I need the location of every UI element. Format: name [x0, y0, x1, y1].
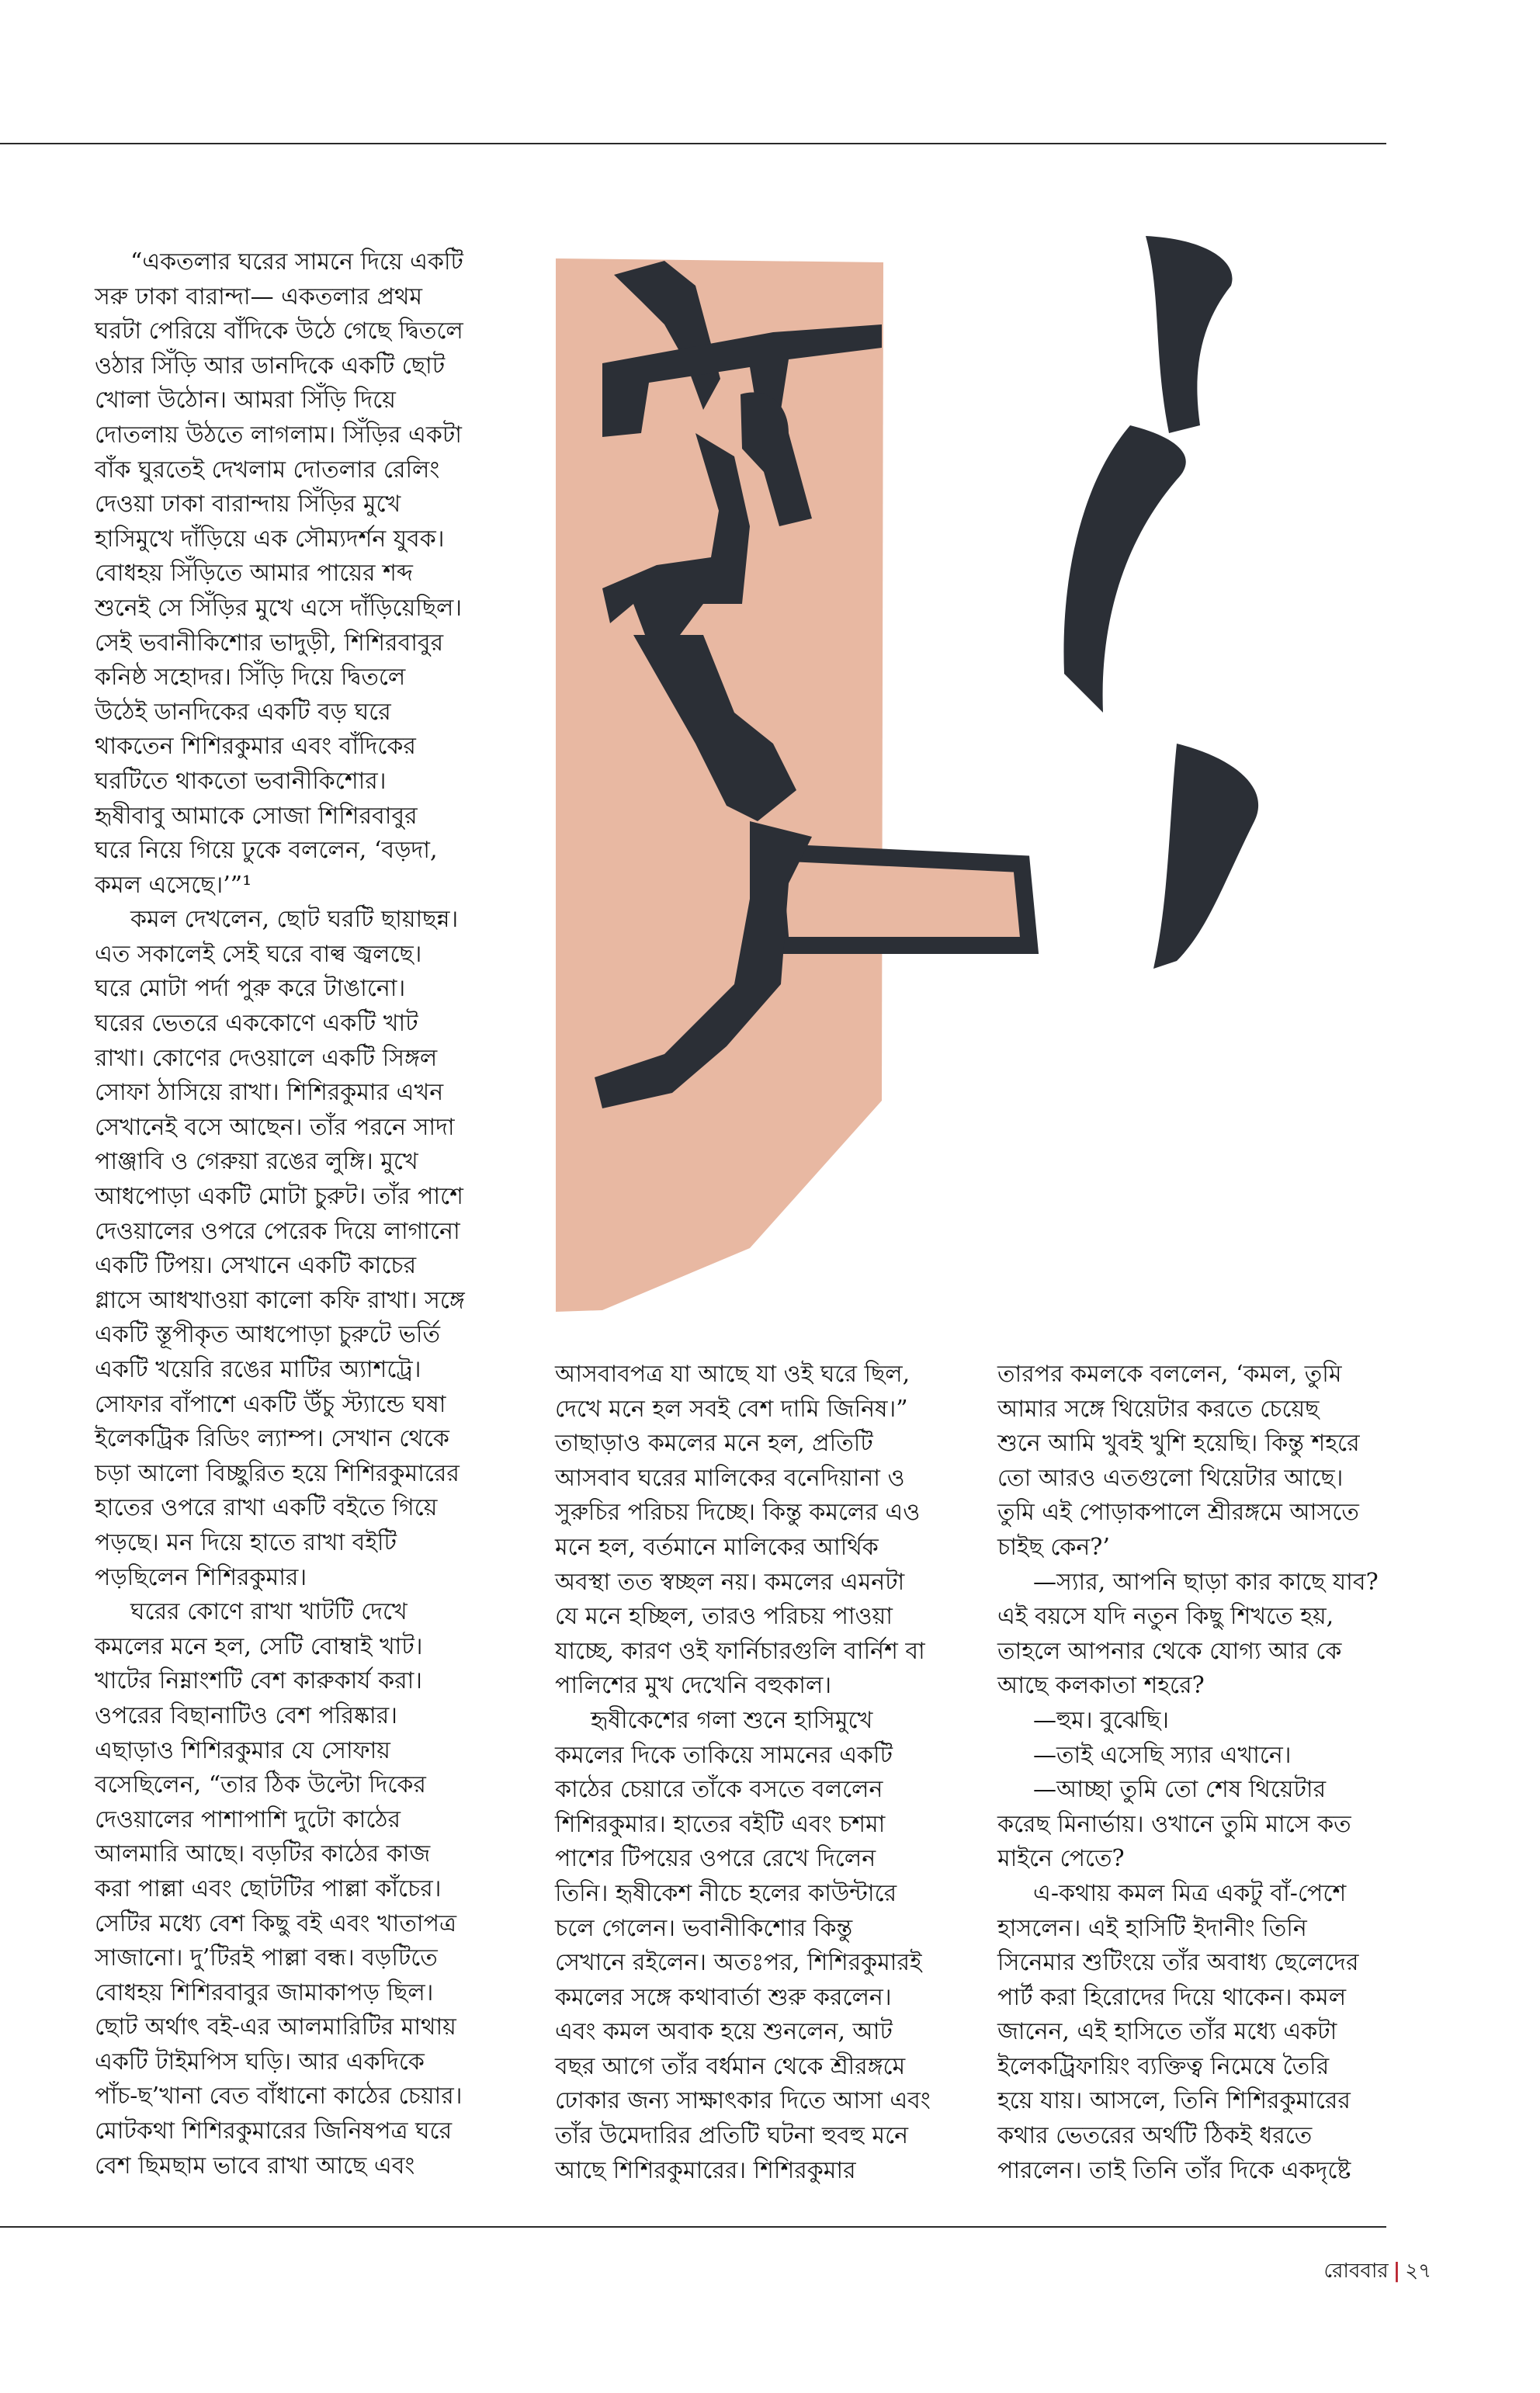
text-line: জানেন, এই হাসিতে তাঁর মধ্যে একটা	[997, 2018, 1337, 2046]
text-line: ঘরের কোণে রাখা খাটটি দেখে	[130, 1598, 408, 1626]
text-line: চাইছ কেন?’	[997, 1533, 1110, 1561]
text-line: এই বয়সে যদি নতুন কিছু শিখতে হয়,	[997, 1603, 1334, 1631]
text-line: একটি স্তূপীকৃত আধপোড়া চুরুটে ভর্তি	[95, 1321, 440, 1349]
text-line: শিশিরকুমার। হাতের বইটি এবং চশমা	[555, 1810, 886, 1838]
text-line: ইলেকট্রিফায়িং ব্যক্তিত্ব নিমেষে তৈরি	[997, 2052, 1330, 2080]
text-line: গ্লাসে আধখাওয়া কালো কফি রাখা। সঙ্গে	[95, 1286, 465, 1314]
text-line: —আচ্ছা তুমি তো শেষ থিয়েটার	[1033, 1776, 1327, 1804]
text-line: কমলের সঙ্গে কথাবার্তা শুরু করলেন।	[555, 1983, 892, 2011]
text-line: আসবাব ঘরের মালিকের বনেদিয়ানা ও	[555, 1464, 905, 1492]
text-line: ঢোকার জন্য সাক্ষাৎকার দিতে আসা এবং	[555, 2087, 931, 2115]
text-line: অবস্থা তত স্বচ্ছল নয়। কমলের এমনটা	[555, 1568, 905, 1596]
text-column-3	[997, 1358, 1432, 2188]
text-line: এছাড়াও শিশিরকুমার যে সোফায়	[95, 1736, 390, 1764]
text-line: আধপোড়া একটি মোটা চুরুট। তাঁর পাশে	[95, 1183, 463, 1211]
text-line: সেখানেই বসে আছেন। তাঁর পরনে সাদা	[95, 1113, 455, 1141]
text-line: মাইনে পেতে?	[997, 1845, 1125, 1873]
footer-separator: |	[1393, 2259, 1401, 2283]
top-rule	[0, 143, 1386, 144]
text-line: তারপর কমলকে বললেন, ‘কমল, তুমি	[997, 1361, 1342, 1388]
text-line: সোফা ঠাসিয়ে রাখা। শিশিরকুমার এখন	[95, 1079, 444, 1107]
text-line: ওঠার সিঁড়ি আর ডানদিকে একটি ছোট	[95, 352, 446, 380]
text-line: কমলের দিকে তাকিয়ে সামনের একটি	[555, 1741, 893, 1769]
text-line: উঠেই ডানদিকের একটি বড় ঘরে	[95, 698, 391, 726]
text-line: মোটকথা শিশিরকুমারের জিনিষপত্র ঘরে	[95, 2117, 453, 2145]
text-line: ঘরটিতে থাকতো ভবানীকিশোর।	[95, 767, 387, 795]
text-line: ঘরের ভেতরে এককোণে একটি খাট	[95, 1010, 418, 1038]
text-line: পড়ছে। মন দিয়ে হাতে রাখা বইটি	[95, 1528, 397, 1556]
text-line: পাশের টিপয়ের ওপরে রেখে দিলেন	[555, 1845, 876, 1873]
text-line: তাহলে আপনার থেকে যোগ্য আর কে	[997, 1637, 1342, 1665]
text-line: হাসিমুখে দাঁড়িয়ে এক সৌম্যদর্শন যুবক।	[95, 525, 445, 553]
bottom-rule	[0, 2226, 1386, 2228]
text-line: সুরুচির পরিচয় দিচ্ছে। কিন্তু কমলের এও	[555, 1499, 921, 1527]
text-line: বোধহয় শিশিরবাবুর জামাকাপড় ছিল।	[95, 1979, 434, 2006]
text-line: —হুম। বুঝেছি।	[1033, 1706, 1170, 1734]
text-line: খোলা উঠোন। আমরা সিঁড়ি দিয়ে	[95, 387, 396, 414]
text-line: সেই ভবানীকিশোর ভাদুড়ী, শিশিরবাবুর	[95, 629, 444, 657]
text-line: সেটির মধ্যে বেশ কিছু বই এবং খাতাপত্র	[95, 1909, 456, 1937]
text-line: কথার ভেতরের অর্থটি ঠিকই ধরতে	[997, 2122, 1313, 2150]
text-line: থাকতেন শিশিরকুমার এবং বাঁদিকের	[95, 733, 416, 761]
text-line: শুনেই সে সিঁড়ির মুখে এসে দাঁড়িয়েছিল।	[95, 594, 463, 622]
text-line: মনে হল, বর্তমানে মালিকের আর্থিক	[555, 1533, 879, 1561]
text-line: দেওয়ালের পাশাপাশি দুটো কাঠের	[95, 1805, 401, 1833]
text-line: কমল দেখলেন, ছোট ঘরটি ছায়াছন্ন।	[130, 906, 459, 934]
text-line: চড়া আলো বিচ্ছুরিত হয়ে শিশিরকুমারের	[95, 1459, 460, 1487]
cutout-smoke-3	[1153, 744, 1258, 969]
cutout-smoke-2	[1063, 425, 1185, 713]
text-line: দেওয়ালের ওপরে পেরেক দিয়ে লাগানো	[95, 1217, 460, 1245]
text-line: বাঁক ঘুরতেই দেখলাম দোতলার রেলিং	[95, 456, 440, 484]
text-line: দোতলায় উঠতে লাগলাম। সিঁড়ির একটা	[95, 421, 462, 449]
text-line: ঘরটা পেরিয়ে বাঁদিকে উঠে গেছে দ্বিতলে	[95, 317, 463, 345]
text-line: হয়ে যায়। আসলে, তিনি শিশিরকুমারের	[997, 2087, 1351, 2115]
text-line: পার্ট করা হিরোদের দিয়ে থাকেন। কমল	[997, 1983, 1347, 2011]
magazine-name: রোববার	[1323, 2259, 1389, 2283]
text-line: আমার সঙ্গে থিয়েটার করতে চেয়েছ	[997, 1395, 1320, 1423]
text-line: একটি টিপয়। সেখানে একটি কাচের	[95, 1252, 417, 1280]
text-line: বেশ ছিমছাম ভাবে রাখা আছে এবং	[95, 2152, 415, 2180]
text-line: খাটের নিম্নাংশটি বেশ কারুকার্য করা।	[95, 1667, 423, 1695]
text-line: একটি টাইমপিস ঘড়ি। আর একদিকে	[95, 2048, 425, 2076]
text-line: আসবাবপত্র যা আছে যা ওই ঘরে ছিল,	[555, 1361, 910, 1388]
text-line: বসেছিলেন, “তার ঠিক উল্টো দিকের	[95, 1771, 426, 1799]
text-line: সাজানো। দু’টিরই পাল্লা বন্ধ। বড়টিতে	[95, 1944, 438, 1972]
text-line: “একতলার ঘরের সামনে দিয়ে একটি	[130, 248, 463, 276]
text-line: পাঞ্জাবি ও গেরুয়া রঙের লুঙ্গি। মুখে	[95, 1148, 418, 1176]
text-line: বছর আগে তাঁর বর্ধমান থেকে শ্রীরঙ্গমে	[555, 2052, 906, 2080]
text-line: এত সকালেই সেই ঘরে বাল্ব জ্বলছে।	[95, 940, 422, 968]
text-line: —স্যার, আপনি ছাড়া কার কাছে যাব?	[1033, 1568, 1379, 1596]
text-line: যে মনে হচ্ছিল, তারও পরিচয় পাওয়া	[555, 1603, 893, 1631]
text-line: হৃষীকেশের গলা শুনে হাসিমুখে	[591, 1706, 873, 1734]
text-line: আছে কলকাতা শহরে?	[997, 1672, 1205, 1700]
text-line: তাঁর উমেদারির প্রতিটি ঘটনা হুবহু মনে	[555, 2122, 909, 2150]
text-line: হৃষীবাবু আমাকে সোজা শিশিরবাবুর	[95, 802, 418, 830]
text-line: রাখা। কোণের দেওয়ালে একটি সিঙ্গল	[95, 1044, 438, 1072]
text-line: ওপরের বিছানাটিও বেশ পরিষ্কার।	[95, 1701, 397, 1729]
text-line: তো আরও এতগুলো থিয়েটার আছে।	[997, 1464, 1344, 1492]
cutout-cigar	[773, 852, 1029, 945]
text-line: হাতের ওপরে রাখা একটি বইতে গিয়ে	[95, 1494, 438, 1522]
text-line: বোধহয় সিঁড়িতে আমার পায়ের শব্দ	[95, 560, 413, 588]
text-line: ছোট অর্থাৎ বই-এর আলমারিটির মাথায়	[95, 2013, 456, 2041]
page-footer	[1324, 2255, 1431, 2289]
text-line: কমল এসেছে।’”¹	[95, 871, 252, 899]
text-line: হাসলেন। এই হাসিটি ইদানীং তিনি	[997, 1914, 1307, 1942]
text-line: কাঠের চেয়ারে তাঁকে বসতে বললেন	[555, 1776, 883, 1804]
text-line: —তাই এসেছি স্যার এখানে।	[1033, 1741, 1292, 1769]
text-line: কমলের মনে হল, সেটি বোম্বাই খাট।	[95, 1632, 423, 1660]
text-line: আছে শিশিরকুমারের। শিশিরকুমার	[555, 2156, 856, 2184]
text-line: দেওয়া ঢাকা বারান্দায় সিঁড়ির মুখে	[95, 491, 401, 518]
text-line: তিনি। হৃষীকেশ নীচে হলের কাউন্টারে	[555, 1879, 897, 1907]
text-line: সোফার বাঁপাশে একটি উঁচু স্ট্যান্ডে ঘষা	[95, 1390, 446, 1418]
text-line: যাচ্ছে, কারণ ওই ফার্নিচারগুলি বার্নিশ বা	[555, 1637, 925, 1665]
text-line: আলমারি আছে। বড়টির কাঠের কাজ	[95, 1840, 431, 1868]
text-line: সিনেমার শুটিংয়ে তাঁর অবাধ্য ছেলেদের	[997, 1949, 1359, 1977]
text-line: পালিশের মুখ দেখেনি বহুকাল।	[555, 1672, 832, 1700]
text-line: এ-কথায় কমল মিত্র একটু বাঁ-পেশে	[1033, 1879, 1347, 1907]
text-line: একটি খয়েরি রঙের মাটির অ্যাশট্রে।	[95, 1356, 421, 1383]
text-line: পারলেন। তাই তিনি তাঁর দিকে একদৃষ্টে	[997, 2156, 1351, 2184]
text-line: পাঁচ-ছ’খানা বেত বাঁধানো কাঠের চেয়ার।	[95, 2083, 463, 2110]
text-line: সরু ঢাকা বারান্দা— একতলার প্রথম	[95, 283, 423, 310]
text-line: ঘরে নিয়ে গিয়ে ঢুকে বললেন, ‘বড়দা,	[95, 837, 438, 865]
text-line: কনিষ্ঠ সহোদর। সিঁড়ি দিয়ে দ্বিতলে	[95, 664, 406, 692]
text-line: শুনে আমি খুবই খুশি হয়েছি। কিন্তু শহরে	[997, 1430, 1360, 1458]
text-line: করেছ মিনার্ভায়। ওখানে তুমি মাসে কত	[997, 1810, 1351, 1838]
text-line: তুমি এই পোড়াকপালে শ্রীরঙ্গমে আসতে	[997, 1499, 1359, 1527]
text-line: এবং কমল অবাক হয়ে শুনলেন, আট	[555, 2018, 893, 2046]
text-line: চলে গেলেন। ভবানীকিশোর কিন্তু	[555, 1914, 853, 1942]
text-line: ইলেকট্রিক রিডিং ল্যাম্প। সেখান থেকে	[95, 1425, 449, 1453]
text-line: করা পাল্লা এবং ছোটটির পাল্লা কাঁচের।	[95, 1875, 442, 1902]
text-line: তাছাড়াও কমলের মনে হল, প্রতিটি	[555, 1430, 873, 1458]
text-line: পড়ছিলেন শিশিরকুমার।	[95, 1563, 307, 1591]
text-column-1	[95, 245, 545, 2183]
text-line: দেখে মনে হল সবই বেশ দামি জিনিষ।”	[555, 1395, 908, 1423]
cutout-smoke-1	[1146, 236, 1233, 433]
text-line: ঘরে মোটা পর্দা পুরু করে টাঙানো।	[95, 975, 406, 1003]
text-column-2	[555, 1358, 990, 2188]
text-line: সেখানে রইলেন। অতঃপর, শিশিরকুমারই	[555, 1949, 922, 1977]
illustration-paper-cutout-face	[556, 200, 1425, 1335]
page-number: ২৭	[1405, 2259, 1431, 2283]
